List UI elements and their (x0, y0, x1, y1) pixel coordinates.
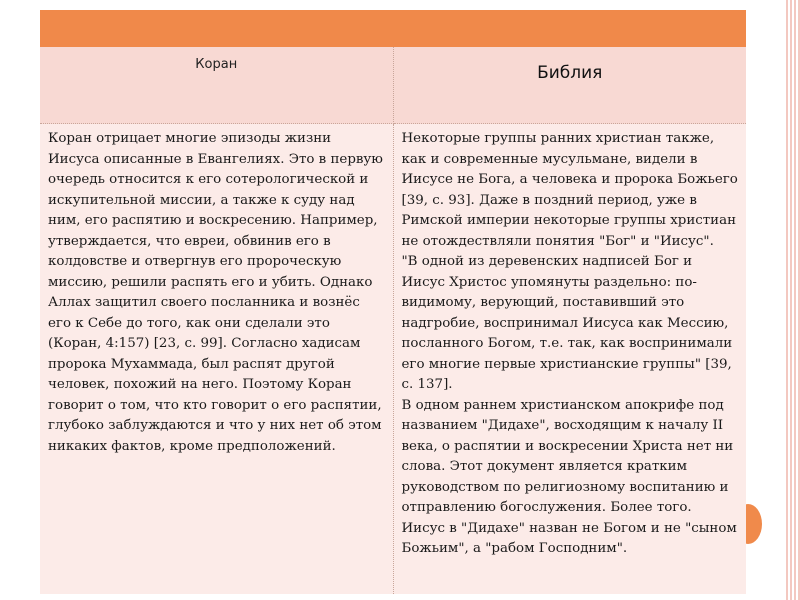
bible-paragraph-3: В одном раннем христианском апокрифе под названием "Дидахе", восходящим к началу II века, о распятии и воскресении Христа нет ни слова. Этот документ является кратким руководством по религиозному воспитанию и отправлению богослужения. Более того. Иисус в "Дидахе" назван не Богом и не "сыном Божьим", а "рабом Господним". (401, 397, 737, 556)
column-headings-row (40, 47, 746, 124)
decorative-stripes (786, 0, 800, 600)
column-heading-bible: Библия (393, 47, 746, 124)
bible-text-cell (393, 124, 746, 595)
bible-paragraph-2: "В одной из деревенских надписей Бог и Иисус Христос упомянуты раздельно: по-видимому, верующий, поставивший это надгробие, воспринимал Иисуса как Мессию, посланного Богом, т.е. так, как воспринимали его многие первые христианские группы" [39, с. 137]. (401, 254, 733, 392)
content-row (40, 124, 746, 595)
header-bar-cell (40, 10, 746, 47)
bible-paragraph-1: Некоторые группы ранних христиан также, как и современные мусульмане, видели в Иисусе не Бога, а человека и пророка Божьего [39, с. 93]. Даже в поздний период, уже в Римской империи некоторые группы христиан не отождествляли понятия "Бог" и "Иисус". (401, 131, 738, 249)
comparison-table (40, 10, 746, 594)
koran-paragraph: Коран отрицает многие эпизоды жизни Иисуса описанные в Евангелиях. Это в первую очередь относится к его сотерологической и искупительной миссии, а также к суду над ним, его распятию и воскресению. Например, утверждается, что евреи, обвинив его в колдовстве и отвергнув его пророческую миссию, решили распять его и убить. Однако Аллах защитил своего посланника и вознёс его к Себе до того, как они сделали это (Коран, 4:157) [23, с. 99]. Согласно хадисам пророка Мухаммада, был распят другой человек, похожий на него. Поэтому Коран говорит о том, что кто говорит о его распятии, глубоко заблуждаются и что у них нет об этом никаких фактов, кроме предположений. (48, 131, 383, 454)
column-heading-koran: Коран (40, 47, 393, 124)
koran-text-cell (40, 124, 393, 595)
table-header-bar (40, 10, 746, 47)
